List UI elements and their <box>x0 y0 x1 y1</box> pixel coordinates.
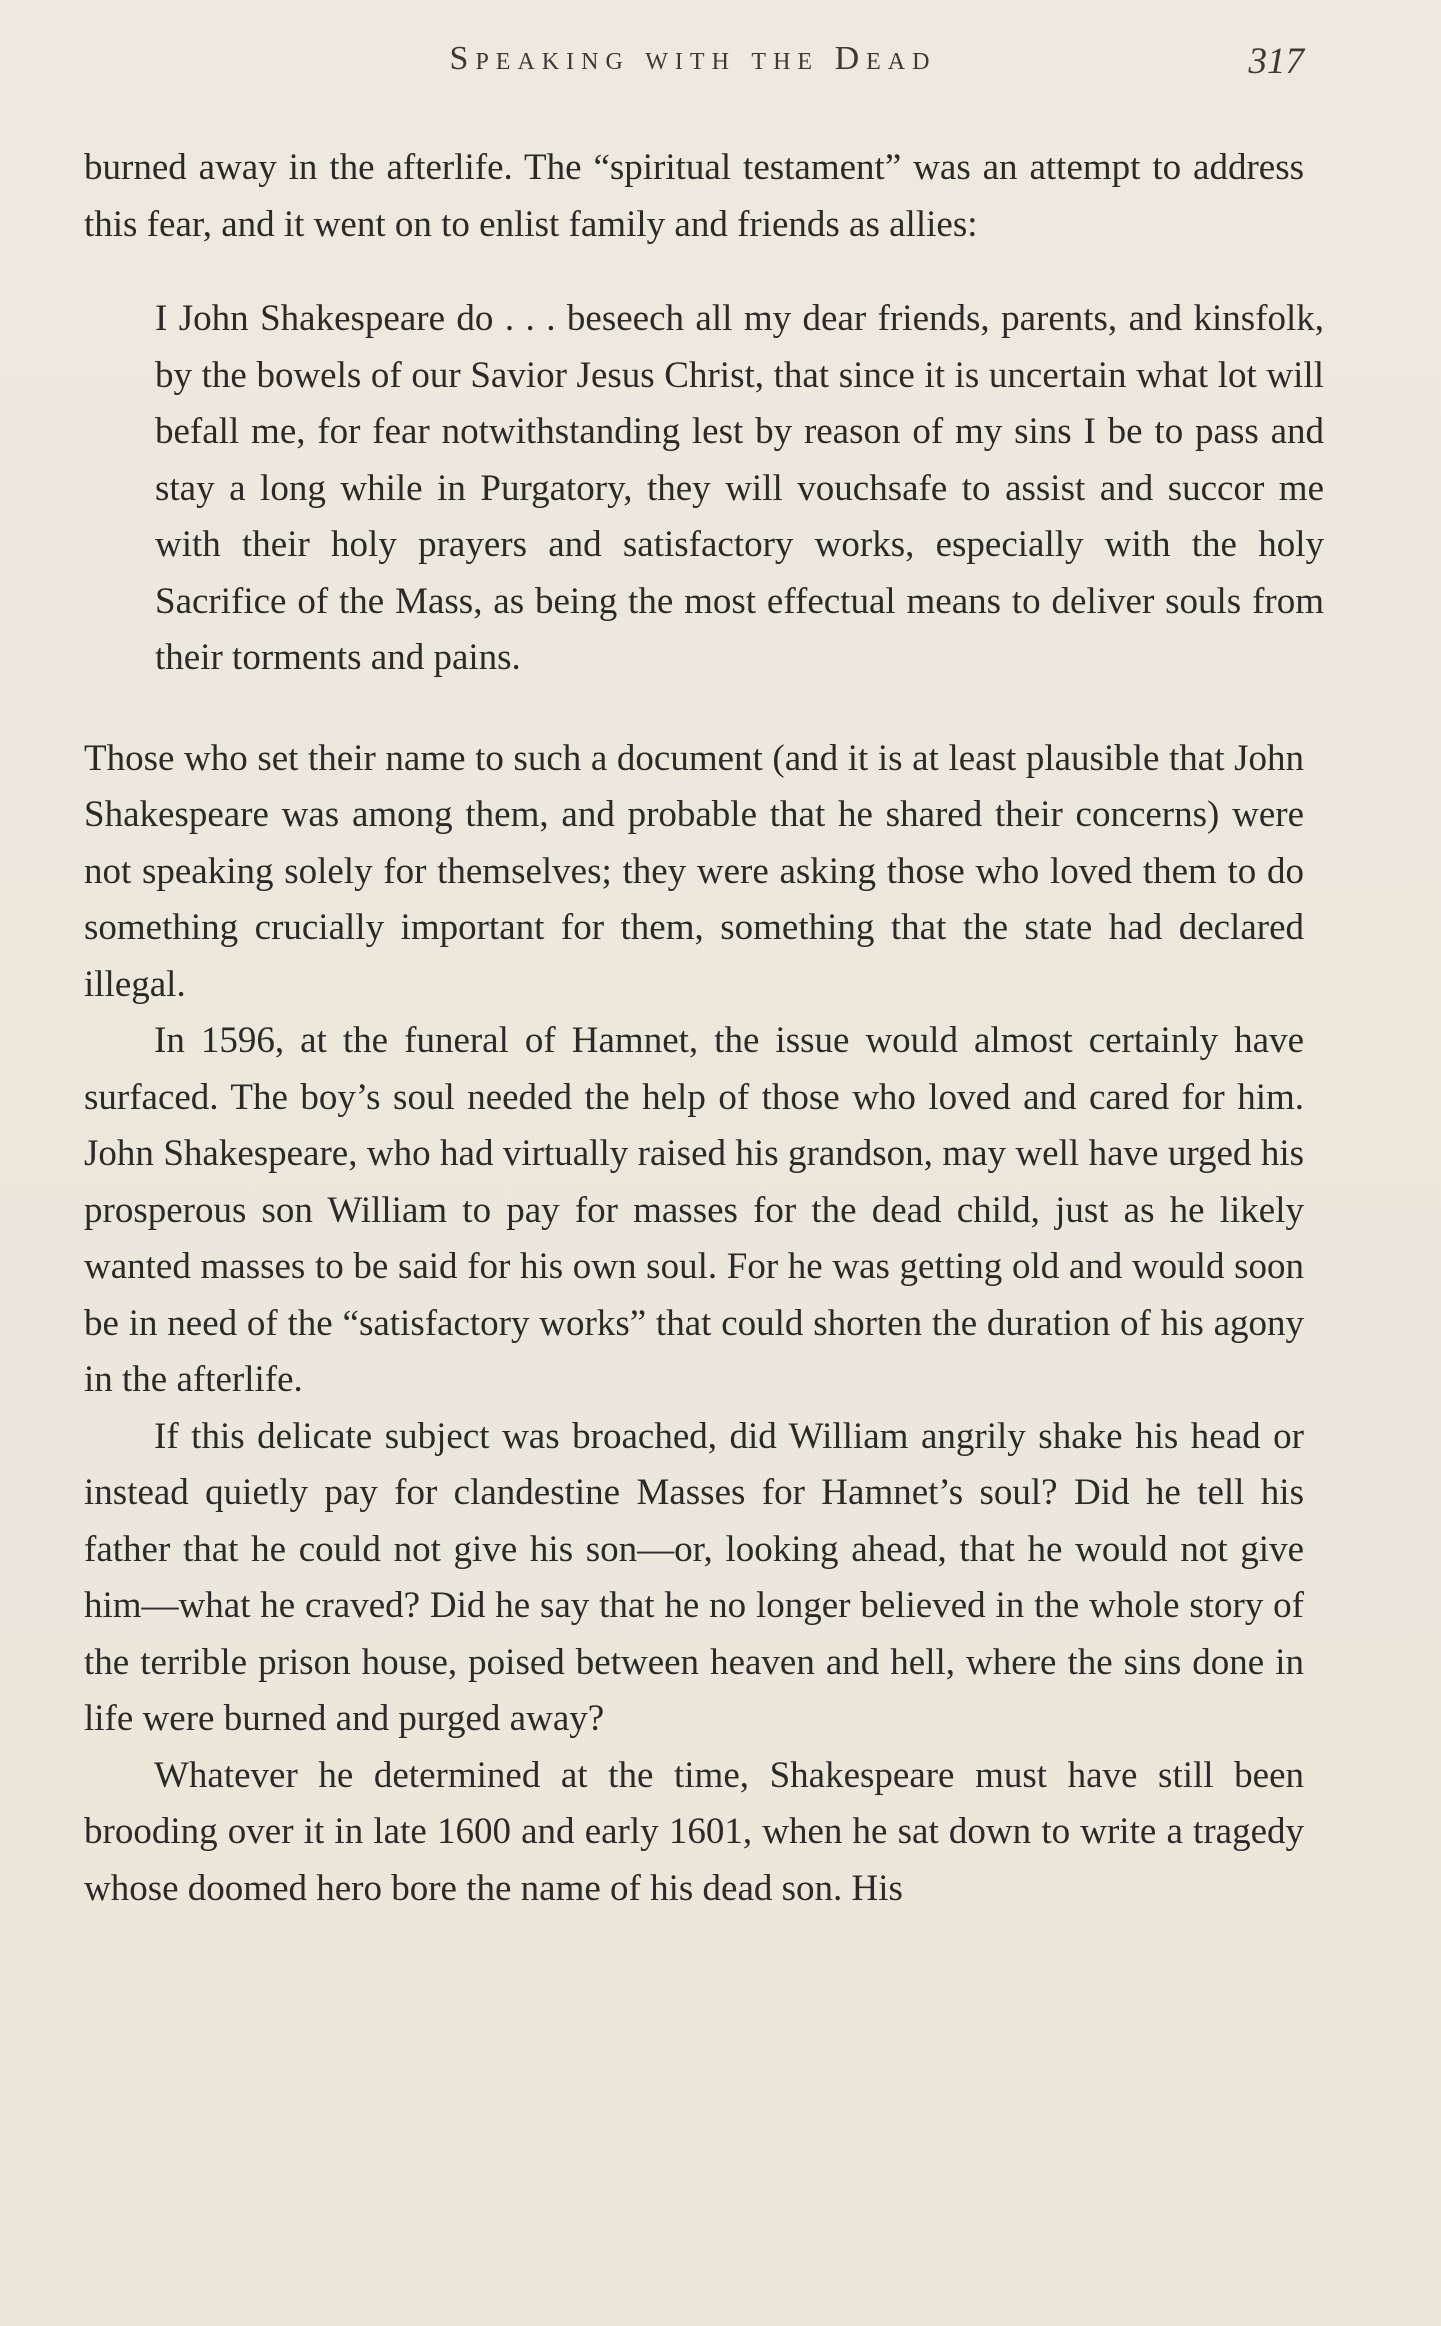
paragraph-1: burned away in the afterlife. The “spiritual testament” was an attempt to address this fear, and it went on to enlist family and friends as allies: <box>84 147 1304 245</box>
paragraph-4: If this delicate subject was broached, did William angrily shake his head or instead quietly pay for clandestine Masses for Hamnet’s soul? Did he tell his father that he could not give his son—or, looking ahead, that he would not give him—what he craved? Did he say that he no longer believed in the whole story of the terrible prison house, poised between heaven and hell, where the sins done in life were burned and purged away? <box>84 1415 1304 1739</box>
running-head <box>82 40 1304 90</box>
body-text <box>84 140 1324 1917</box>
paragraph-2: Those who set their name to such a document (and it is at least plausible that John Shakespeare was among them, and probable that he shared their concerns) were not speaking solely for themselves; they were asking those who loved them to do something crucially important for them, something that the state had declared illegal. <box>84 737 1304 1005</box>
page-number: 317 <box>1248 41 1304 82</box>
paragraph-5: Whatever he determined at the time, Shakespeare must have still been brooding over it in late 1600 and early 1601, when he sat down to write a tragedy whose doomed hero bore the name of his dead son. His <box>84 1754 1304 1909</box>
block-quote: I John Shakespeare do . . . beseech all my dear friends, parents, and kinsfolk, by the bowels of our Savior Jesus Christ, that since it is uncertain what lot will befall me, for fear notwithstanding lest by reason of my sins I be to pass and stay a long while in Purgatory, they will vouchsafe to assist and succor me with their holy prayers and satisfactory works, especially with the holy Sacrifice of the Mass, as being the most effectual means to deliver souls from their torments and pains. <box>155 298 1324 678</box>
running-title: Speaking with the Dead <box>449 40 937 77</box>
paragraph-3: In 1596, at the funeral of Hamnet, the issue would almost certainly have surfaced. The boy’s soul needed the help of those who loved and cared for him. John Shakespeare, who had virtually raised his grandson, may well have urged his prosperous son William to pay for masses for the dead child, just as he likely wanted masses to be said for his own soul. For he was getting old and would soon be in need of the “satisfactory works” that could shorten the duration of his agony in the afterlife. <box>84 1020 1304 1400</box>
